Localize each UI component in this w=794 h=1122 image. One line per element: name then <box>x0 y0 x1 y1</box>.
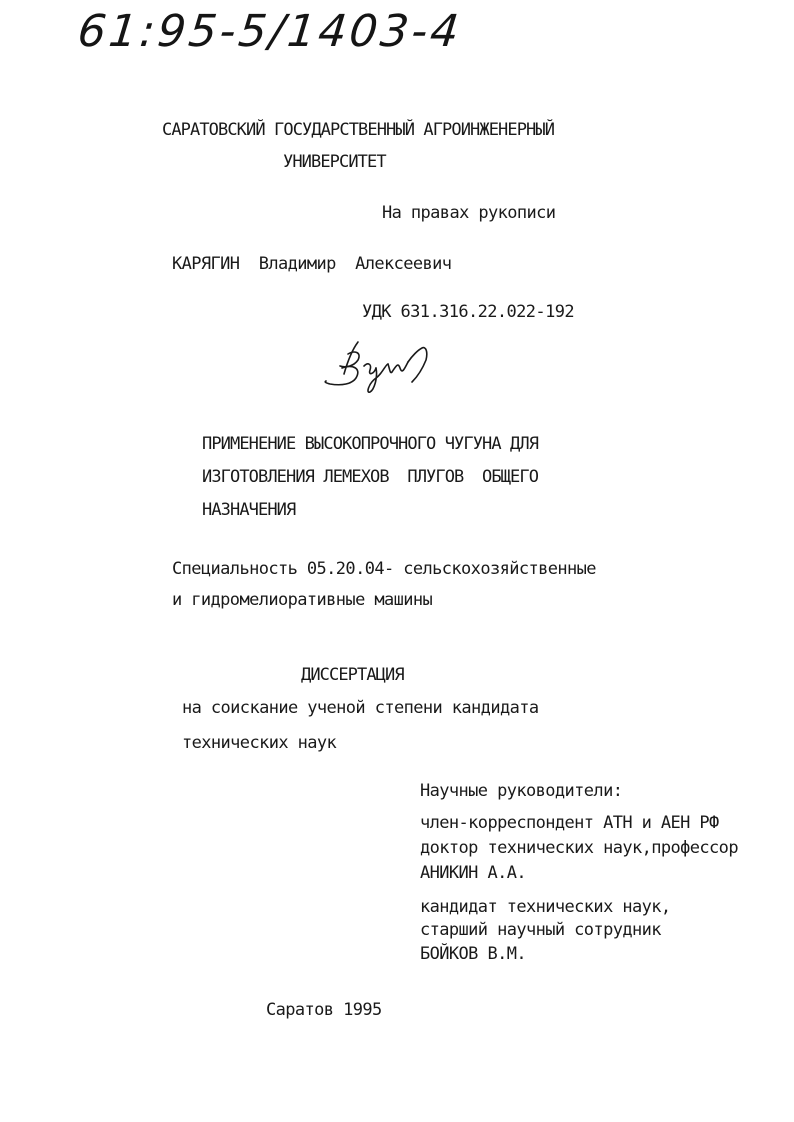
title-line-1: ПРИМЕНЕНИЕ ВЫСОКОПРОЧНОГО ЧУГУНА ДЛЯ <box>202 434 539 454</box>
supervisor-1-title-1: член-корреспондент АТН и АЕН РФ <box>420 813 719 833</box>
supervisor-2-title-1: кандидат технических наук, <box>420 897 671 917</box>
archive-code-handwritten: 61:95-5/1403-4 <box>75 6 465 57</box>
dissertation-purpose-line-2: технических наук <box>182 733 337 753</box>
institution-line-1: САРАТОВСКИЙ ГОСУДАРСТВЕННЫЙ АГРОИНЖЕНЕРНЫЙ <box>162 120 555 140</box>
supervisor-2-title-2: старший научный сотрудник <box>420 920 661 940</box>
institution-line-2: УНИВЕРСИТЕТ <box>283 152 386 172</box>
author-signature <box>318 334 440 396</box>
specialty-line-1: Специальность 05.20.04- сельскохозяйственные <box>172 559 596 579</box>
supervisors-heading: Научные руководители: <box>420 781 623 801</box>
supervisor-1-title-2: доктор технических наук,профессор <box>420 838 738 858</box>
supervisor-2-name: БОЙКОВ В.М. <box>420 944 526 964</box>
udc-code: УДК 631.316.22.022-192 <box>362 302 574 322</box>
title-line-2: ИЗГОТОВЛЕНИЯ ЛЕМЕХОВ ПЛУГОВ ОБЩЕГО <box>202 467 539 487</box>
place-and-year: Саратов 1995 <box>266 1000 382 1020</box>
title-line-3: НАЗНАЧЕНИЯ <box>202 500 296 520</box>
manuscript-rights: На правах рукописи <box>382 203 556 223</box>
supervisor-1-name: АНИКИН А.А. <box>420 863 526 883</box>
dissertation-heading: ДИССЕРТАЦИЯ <box>301 665 404 685</box>
dissertation-purpose-line-1: на соискание ученой степени кандидата <box>182 698 539 718</box>
specialty-line-2: и гидромелиоративные машины <box>172 590 433 610</box>
author-name: КАРЯГИН Владимир Алексеевич <box>172 254 452 274</box>
